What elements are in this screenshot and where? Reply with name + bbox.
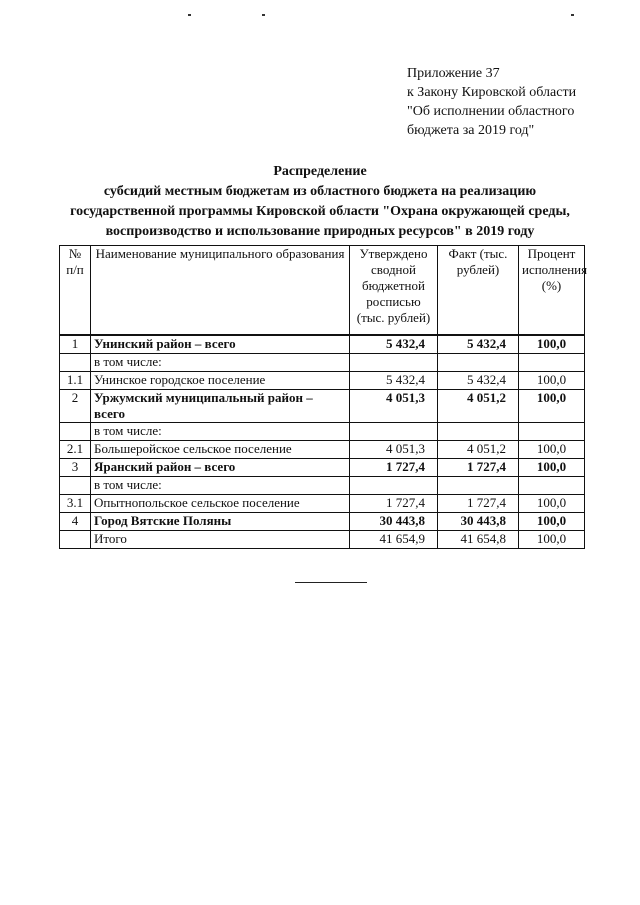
row-number: 3.1 — [60, 494, 91, 512]
row-approved: 5 432,4 — [350, 335, 438, 353]
header-approved: Утверждено сводной бюджетной росписью (тыс. рублей) — [350, 246, 438, 336]
title-line: субсидий местным бюджетам из областного бюджета на реализацию — [103, 184, 537, 199]
table-row — [60, 512, 585, 530]
table-row — [60, 458, 585, 476]
row-percent: 100,0 — [519, 389, 585, 422]
row-name: Опытнопольское сельское поселение — [91, 494, 350, 512]
appendix-line: Приложение 37 — [407, 66, 500, 81]
document-title — [40, 162, 600, 242]
row-fact — [438, 476, 519, 494]
header-fact: Факт (тыс. рублей) — [438, 246, 519, 336]
row-fact: 5 432,4 — [438, 371, 519, 389]
row-approved: 1 727,4 — [350, 458, 438, 476]
row-fact — [438, 353, 519, 371]
row-fact: 4 051,2 — [438, 440, 519, 458]
table-header-row — [60, 246, 585, 336]
row-approved: 4 051,3 — [350, 389, 438, 422]
row-percent: 100,0 — [519, 512, 585, 530]
table-row — [60, 422, 585, 440]
row-approved — [350, 353, 438, 371]
row-percent — [519, 422, 585, 440]
row-approved — [350, 476, 438, 494]
table-row — [60, 371, 585, 389]
row-approved: 1 727,4 — [350, 494, 438, 512]
table-row — [60, 335, 585, 353]
row-number: 3 — [60, 458, 91, 476]
row-number — [60, 353, 91, 371]
row-fact: 1 727,4 — [438, 458, 519, 476]
row-number — [60, 530, 91, 548]
table-row — [60, 494, 585, 512]
row-approved — [350, 422, 438, 440]
title-line: государственной программы Кировской области "Охрана окружающей среды, — [70, 204, 570, 219]
appendix-line: "Об исполнении областного — [407, 104, 575, 119]
title-line: воспроизводство и использование природных ресурсов" в 2019 году — [105, 224, 535, 239]
appendix-line: бюджета за 2019 год" — [407, 123, 535, 138]
row-approved: 4 051,3 — [350, 440, 438, 458]
row-number — [60, 422, 91, 440]
row-number: 2.1 — [60, 440, 91, 458]
row-number: 1.1 — [60, 371, 91, 389]
row-name: в том числе: — [91, 353, 350, 371]
scan-speck — [571, 14, 574, 16]
row-percent: 100,0 — [519, 371, 585, 389]
row-name: в том числе: — [91, 422, 350, 440]
table-body — [60, 335, 585, 548]
row-percent: 100,0 — [519, 458, 585, 476]
row-name: Большеройское сельское поселение — [91, 440, 350, 458]
table-row — [60, 440, 585, 458]
header-num: № п/п — [60, 246, 91, 336]
row-number: 2 — [60, 389, 91, 422]
appendix-note — [407, 64, 576, 140]
row-number — [60, 476, 91, 494]
closing-line — [295, 582, 367, 583]
row-percent: 100,0 — [519, 494, 585, 512]
row-fact: 30 443,8 — [438, 512, 519, 530]
appendix-line: к Закону Кировской области — [407, 85, 577, 100]
row-approved: 5 432,4 — [350, 371, 438, 389]
row-name: Унинский район – всего — [91, 335, 350, 353]
table-row — [60, 353, 585, 371]
row-number: 4 — [60, 512, 91, 530]
row-percent — [519, 353, 585, 371]
row-name: Город Вятские Поляны — [91, 512, 350, 530]
row-fact — [438, 422, 519, 440]
table-row — [60, 530, 585, 548]
row-name: Итого — [91, 530, 350, 548]
row-approved: 41 654,9 — [350, 530, 438, 548]
table-row — [60, 476, 585, 494]
row-name: Яранский район – всего — [91, 458, 350, 476]
header-name: Наименование муниципального образования — [91, 246, 350, 336]
header-percent: Процент исполнения (%) — [519, 246, 585, 336]
row-fact: 41 654,8 — [438, 530, 519, 548]
row-name: Унинское городское поселение — [91, 371, 350, 389]
scan-speck — [188, 14, 191, 16]
row-number: 1 — [60, 335, 91, 353]
row-fact: 4 051,2 — [438, 389, 519, 422]
table-row — [60, 389, 585, 422]
row-fact: 5 432,4 — [438, 335, 519, 353]
subsidy-table — [59, 245, 588, 549]
title-line: Распределение — [273, 164, 367, 179]
row-percent: 100,0 — [519, 440, 585, 458]
row-name: Уржумский муниципальный район – всего — [91, 389, 350, 422]
row-percent: 100,0 — [519, 530, 585, 548]
row-approved: 30 443,8 — [350, 512, 438, 530]
row-name: в том числе: — [91, 476, 350, 494]
scan-speck — [262, 14, 265, 16]
row-percent — [519, 476, 585, 494]
row-fact: 1 727,4 — [438, 494, 519, 512]
row-percent: 100,0 — [519, 335, 585, 353]
